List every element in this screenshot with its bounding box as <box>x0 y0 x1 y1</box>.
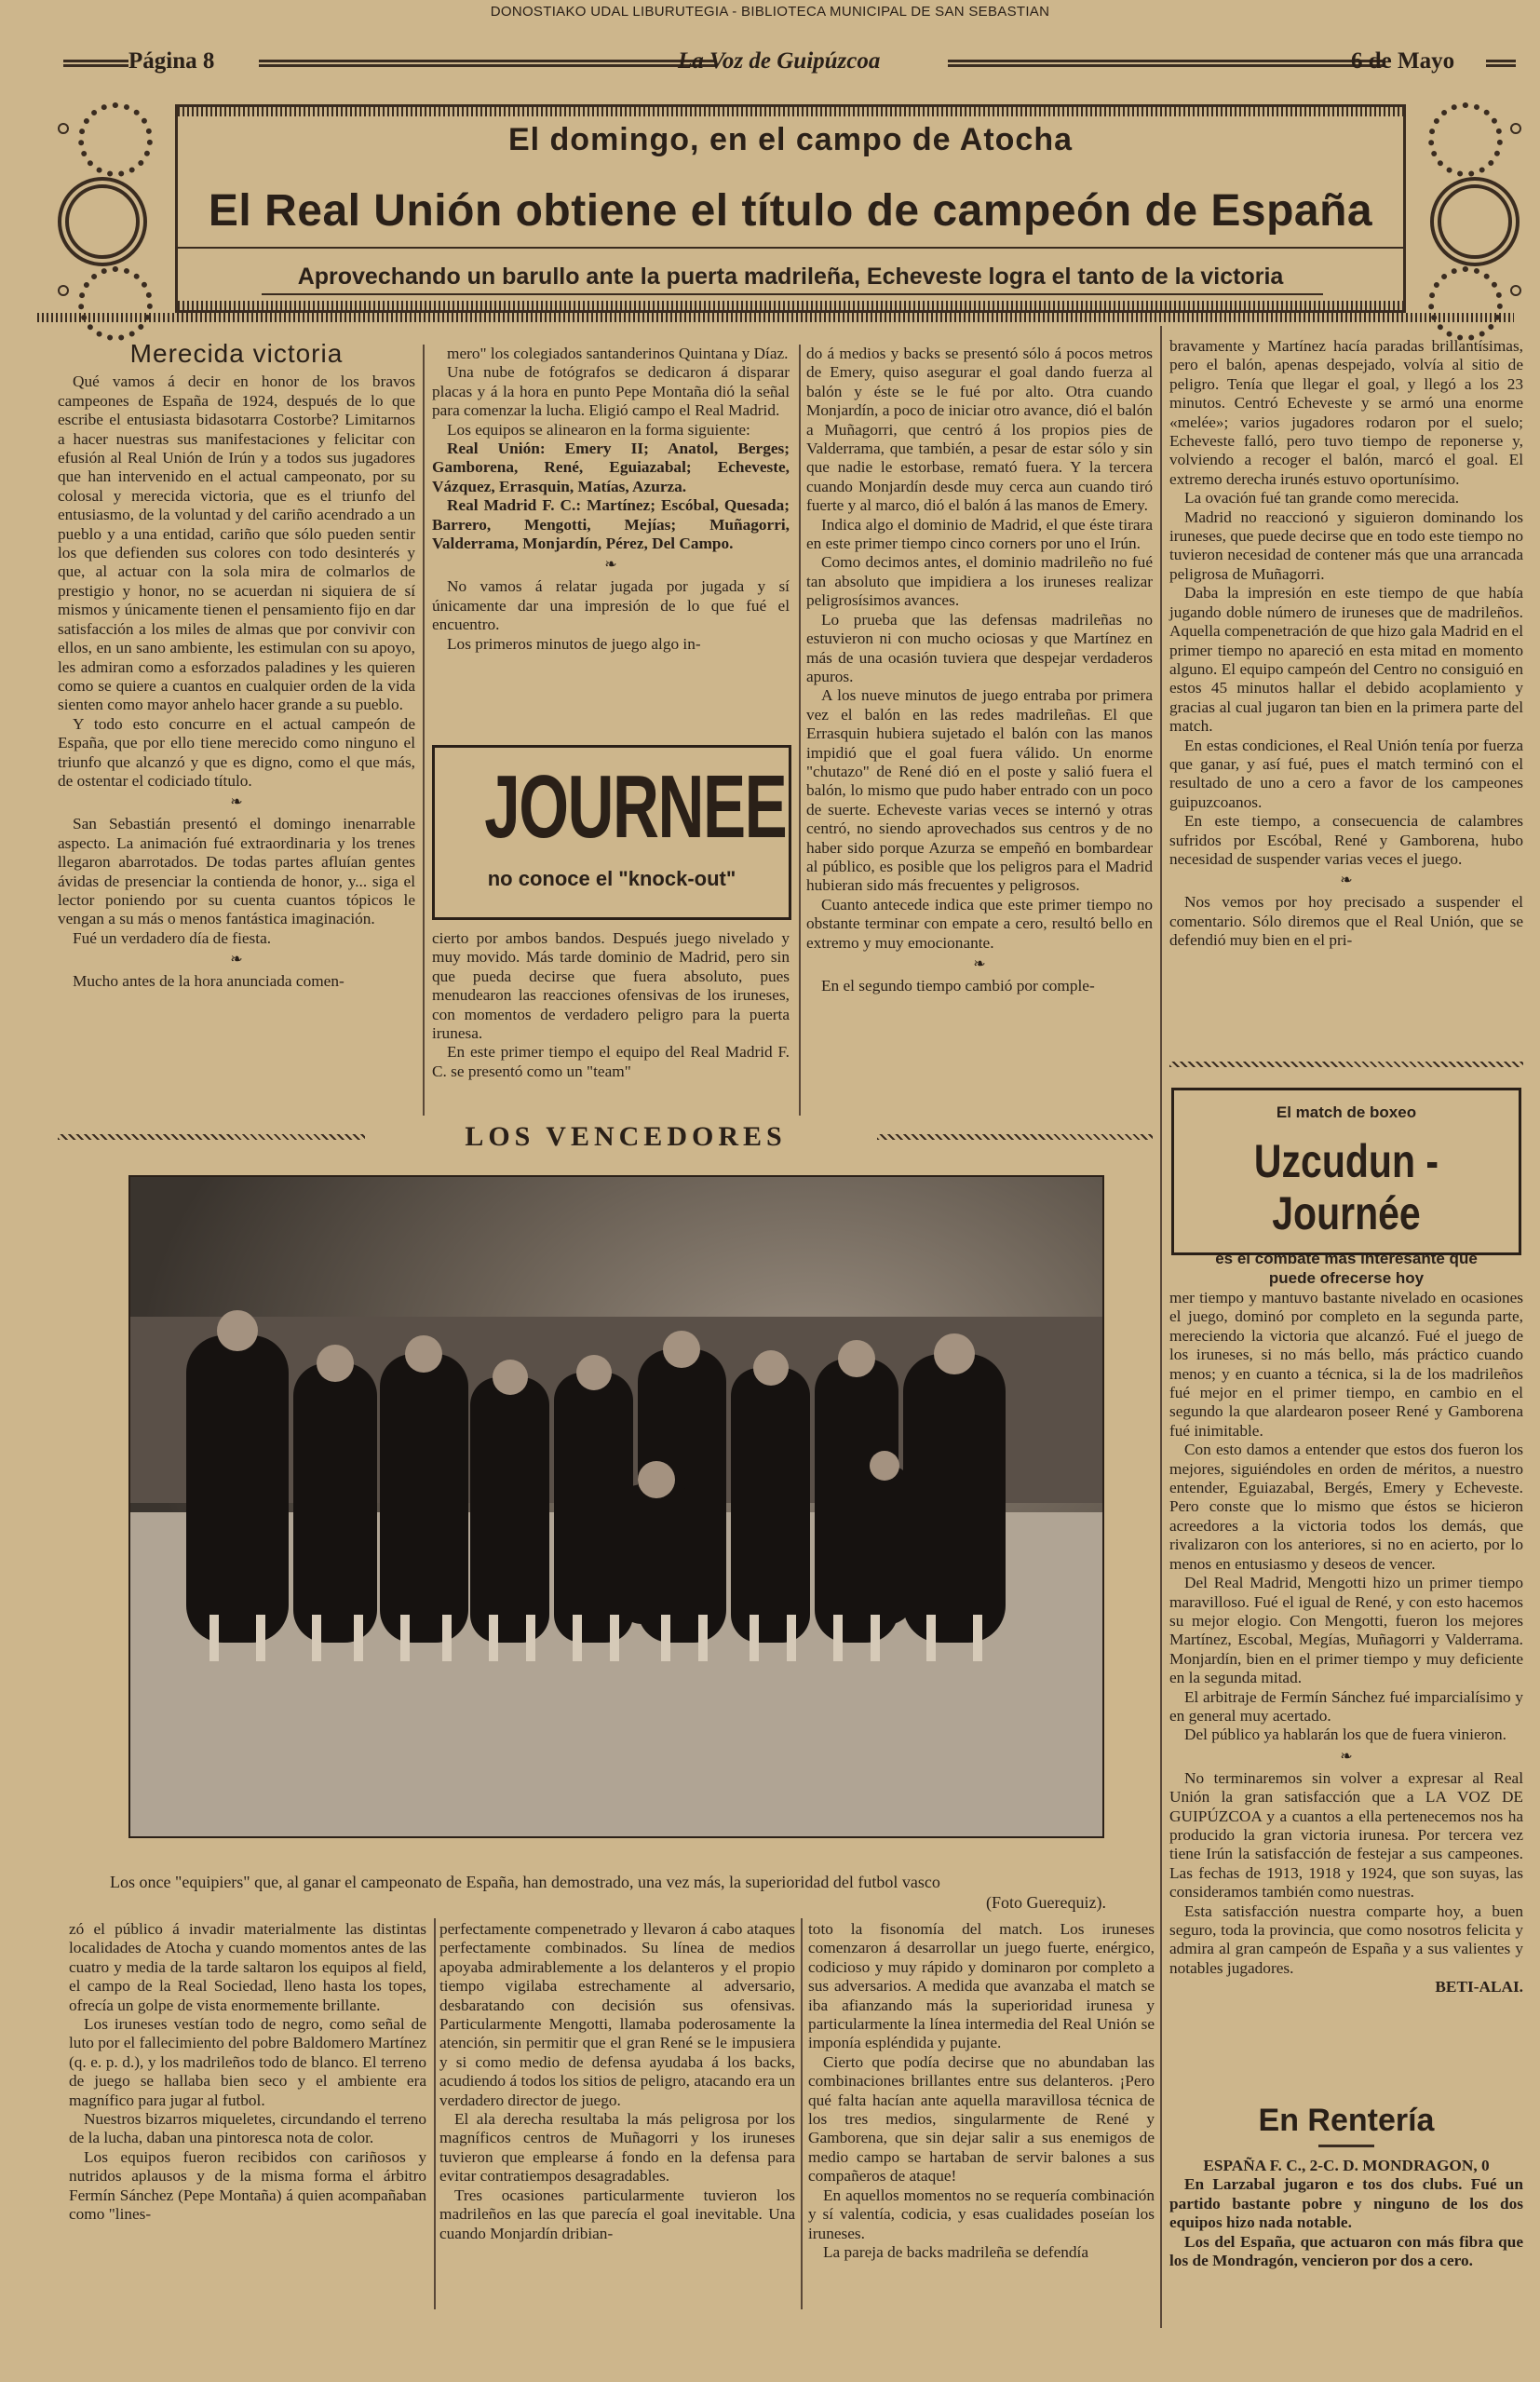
article-column-2 <box>432 345 790 654</box>
boxing-ad <box>1171 1088 1521 1287</box>
ornament-circle <box>1430 177 1520 266</box>
photo-credit: (Foto Guerequiz). <box>986 1893 1106 1912</box>
bottom-column-1 <box>69 1920 426 2225</box>
ornament-dot <box>1510 285 1521 296</box>
paragraph: En este tiempo, a consecuencia de calambres sufridos por Escóbal, René y Gamborena, hubo necesidad de suspender varias veces el juego. <box>1169 812 1523 868</box>
paragraph: Cierto que podía decirse que no abundaban las combinaciones brillantes entre sus delanteros. ¡Pero qué falta hacían ante aquella maravillosa técnica de los tres medios, singularmente de René y Gamborena, que sin dejar salir a sus enemigos de medio campo se hartaban de servir balones a sus compañeros de ataque! <box>808 2052 1155 2186</box>
separator-icon: ❧ <box>973 956 986 972</box>
paragraph: En aquellos momentos no se requería combinación y sí valentía, codicia, y esas cualidades poseían los iruneses. <box>808 2186 1155 2242</box>
renteria-body <box>1169 2175 1523 2270</box>
headline-box <box>175 104 1406 313</box>
paragraph: La pareja de backs madrileña se defendía <box>823 2242 1088 2261</box>
separator-icon: ❧ <box>1340 873 1353 889</box>
paragraph: mero" los colegiados santanderinos Quintana y Díaz. <box>447 345 789 362</box>
article-column-3 <box>806 345 1153 995</box>
paragraph: Lo prueba que las defensas madrileñas no estuvieron ni con mucho ociosas y que Martínez en más de una ocasión tuviera que despejar verdaderos apuros. <box>806 610 1153 685</box>
paragraph: Indica algo el dominio de Madrid, el que éste tirara en este primer tiempo cinco corners por uno el Irún. <box>806 515 1153 553</box>
ornament-circle <box>1428 102 1503 177</box>
paragraph: En estas condiciones, el Real Unión tenía por fuerza que ganar, y así fué, pues el match terminó con el resultado de uno a cero a favor de los campeones guipuzcoanos. <box>1169 736 1523 811</box>
paragraph: Del Real Madrid, Mengotti hizo un primer tiempo maravilloso. Fué el igual de René, y con esto hacemos su mejor elogio. Con Mengotti, fueron los mejores Martínez, Escobal, Megías, Muñagorri y Valderrama. Monjardín, bien en el primer tiempo y muy deficiente en la segunda mitad. <box>1169 1574 1523 1687</box>
paragraph: Mucho antes de la hora anunciada comen- <box>73 972 344 991</box>
paragraph: do á medios y backs se presentó sólo á pocos metros de Emery, quiso asegurar el goal dando fuerza al balón y éste se le fué por alto. Otra cuando Monjardín, a poco de iniciar otro avance, dió el balón a Muñagorri, que centró á los propios pies de Valderrama, que también, a pesar de estar sólo y sin que nadie le estorbase, remató fuera. Y la tercera cuando Monjardín desde muy cerca aun cuando tiró fuerte y al marco, dió el balón á las manos de Emery. <box>806 345 1153 515</box>
paragraph: En Larzabal jugaron e tos dos clubs. Fué un partido bastante pobre y ninguno de los dos equipos hizo nada notable. <box>1169 2175 1523 2232</box>
hatch-border <box>178 301 1403 310</box>
ornament-dot <box>1510 123 1521 134</box>
ad-boxing-tagline: es el combate más interesante que puede ofrecerse hoy <box>1215 1250 1478 1287</box>
team-photo-illustration <box>130 1177 1104 1838</box>
paragraph: Como decimos antes, el dominio madrileño no fué tan absoluto que impidiera a los iruneses realizar peligrosísimos avances. <box>806 553 1153 610</box>
sub-underline <box>262 293 1323 295</box>
newspaper-title: La Voz de Guipúzcoa <box>678 48 881 74</box>
paragraph: Con esto damos a entender que estos dos fueron los mejores, siguiéndoles en orden de méritos, a nuestro entender, Eguiazabal, Bergés, Emery y Echeveste. Pero conste que lo mismo que éstos se hicieron acreedores a la victoria todos los demás, que rivalizaron con los anteriores, si no en acierto, por lo menos en entusiasmo y deseos de vencer. <box>1169 1441 1523 1573</box>
ornament-circle <box>1428 266 1503 341</box>
separator-icon: ❧ <box>230 952 243 968</box>
paragraph: mer tiempo y mantuvo bastante nivelado en ocasiones el juego, dominó por completo en la segunda parte, mereciendo la victoria que alcanzó. Fué el juego de los iruneses, si no más bello, más práctico cuando menos; y en cuanto a técnica, si la de los madrileños fué mejor en el primer tiempo, en cambio en el segundo la que alardearon poseer René y Gamborena fué inimitable. <box>1169 1289 1523 1440</box>
ad-boxing-title: Uzcudun - Journée <box>1253 1135 1439 1239</box>
library-banner: DONOSTIAKO UDAL LIBURUTEGIA - BIBLIOTECA MUNICIPAL DE SAN SEBASTIAN <box>490 4 1050 20</box>
renteria-section <box>1169 2103 1523 2270</box>
photo-caption <box>110 1872 1134 1913</box>
column-rule <box>1160 326 1162 2328</box>
renteria-title: En Rentería <box>1258 2103 1435 2138</box>
paragraph: Esta satisfacción nuestra comparte hoy, a buen seguro, toda la provincia, que como nosotros felicita y admira al gran campeón de España y a sus valientes y notables jugadores. <box>1169 1902 1523 1977</box>
paragraph: Nuestros bizarros miqueletes, circundando el terreno de la lucha, daban una pintoresca nota de color. <box>69 2110 426 2147</box>
head-rule-left <box>63 60 128 67</box>
headline-rule <box>178 247 1403 249</box>
paragraph: Los iruneses vestían todo de negro, como señal de luto por el fallecimiento del pobre Baldomero Martínez (q. e. p. d.), y los madrileños todo de blanco. El terreno de juego se hallaba bien seco y el ambiente era magnífico para jugar al futbol. <box>69 2015 426 2109</box>
ornament-dot <box>58 123 69 134</box>
wavy-rule <box>58 1134 365 1140</box>
ornament-dot <box>58 285 69 296</box>
hatch-border <box>178 107 1403 116</box>
paragraph: Fué un verdadero día de fiesta. <box>73 928 272 947</box>
separator-icon: ❧ <box>1340 1748 1353 1765</box>
wavy-rule <box>1169 1062 1523 1067</box>
bottom-column-2 <box>439 1920 795 2243</box>
paragraph: Tres ocasiones particularmente tuvieron los madrileños en las que parecía el goal inevitable. Una cuando Monjardín dribian- <box>439 2186 795 2242</box>
paragraph: Una nube de fotógrafos se dedicaron á disparar placas y á la hora en punto Pepe Montaña dió la señal para comenzar la lucha. Eligió campo el Real Madrid. <box>432 363 790 420</box>
team-photo <box>128 1175 1104 1838</box>
article-column-4 <box>1169 337 1523 951</box>
page-number: Página 8 <box>128 48 215 74</box>
caption-text: Los once "equipiers" que, al ganar el campeonato de España, han demostrado, una vez más, la superioridad del futbol vasco <box>110 1873 940 1891</box>
paragraph: No terminaremos sin volver a expresar al Real Unión la gran satisfacción que a LA VOZ DE GUIPÚZCOA y a cuantos a ella pertenecemos nos ha producido la gran victoria irunesa. Por tercera vez tiene Irún la satisfacción de festejar a sus campeones. Las fechas de 1913, 1918 y 1924, que son suyas, las consideramos también como nuestras. <box>1169 1768 1523 1902</box>
paragraph: La ovación fué tan grande como merecida. <box>1184 489 1460 508</box>
head-rule <box>259 60 715 67</box>
lineup-real-madrid: Real Madrid F. C.: Martínez; Escóbal, Quesada; Barrero, Mengotti, Mejías; Muñagorri, Valderrama, Monjardín, Pérez, Del Campo. <box>432 496 790 553</box>
ad-journee-name: JOURNEE <box>484 757 787 857</box>
title-rule <box>1318 2145 1374 2147</box>
match-result: ESPAÑA F. C., 2-C. D. MONDRAGON, 0 <box>1203 2157 1490 2174</box>
ad-journee-tagline: no conoce el "knock-out" <box>487 867 736 890</box>
ornament-circle <box>78 102 153 177</box>
head-rule <box>948 60 1385 67</box>
paragraph: perfectamente compenetrado y llevaron á cabo ataques perfectamente combinados. Su línea de medios apoyaba admirablemente a los delanteros y el propio tiempo vigilaba estrechamente al adversario, desbaratando con decisión sus ofensivas. Particularmente Mengotti, llamaba poderosamente la atención, sin permitir que el gran René se le impusiera y si como medio de defensa ayudaba á los backs, acudiendo á todos los sitios de peligro, atacando era un verdadero director de juego. <box>439 1920 795 2109</box>
paragraph: Y todo esto concurre en el actual campeón de España, que por ello tiene merecido como ninguno el triunfo que alcanzó y que es digno, como el que más, de ostentar el codiciado título. <box>58 714 415 790</box>
journee-ad <box>432 745 791 920</box>
paragraph: A los nueve minutos de juego entraba por primera vez el balón en las redes madrileñas. El que Errasquin hubiera sujetado el balón con las manos impidió que el goal fuera válido. Un enorme "chutazo" de René dió en el poste y salió fuera el balón, lo mismo que pudo haber entrado con un poco de suerte. Echeveste varias veces se internó y otras centró, no siendo aprovechados sus centros y de no haber sido porque Azurza se empeñó en bombardear al público, es posible que los peligros para el Madrid hubieran sido más frecuentes y peligrosos. <box>806 686 1153 895</box>
byline: BETI-ALAI. <box>1435 1978 1523 1996</box>
paragraph: En el segundo tiempo cambió por comple- <box>821 977 1095 995</box>
paragraph: toto la fisonomía del match. Los iruneses comenzaron á desarrollar un juego fuerte, enérgico, codicioso y muy rápido y dominaron por completo a sus adversarios. A medida que avanzaba el match se iba afianzando más la superioridad irunesa y particularmente la línea intermedia del Real Unión se imponía espléndida y pujante. <box>808 1920 1155 2052</box>
issue-date: 6 de Mayo <box>1351 48 1455 74</box>
ornament-circle <box>58 177 147 266</box>
paragraph: Madrid no reaccionó y siguieron dominando los iruneses, que puede decirse que en todo este tiempo no tuvieron necesidad de contener más que una arrancada peligrosa de Muñagorri. <box>1169 508 1523 583</box>
column-rule <box>799 345 801 1116</box>
headline-main: El Real Unión obtiene el título de campeón de España <box>208 186 1373 236</box>
paragraph: Los equipos fueron recibidos con cariñosos y nutridos aplausos y de la misma forma el árbitro Fermín Sánchez (Pepe Montaña) á quien acompañaban como "lines- <box>69 2147 426 2224</box>
paragraph: No vamos á relatar jugada por jugada y sí únicamente dar una impresión de lo que fué el encuentro. <box>432 577 790 634</box>
column-rule <box>423 345 425 1116</box>
paragraph: Los del España, que actuaron con más fibra que los de Mondragón, vencieron por dos a cero. <box>1169 2232 1523 2270</box>
running-head <box>63 48 1516 80</box>
separator-icon: ❧ <box>230 794 243 811</box>
lineup-real-union: Real Unión: Emery II; Anatol, Berges; Gamborena, René, Eguiazabal; Echeveste, Vázquez, Errasquin, Matías, Azurza. <box>432 440 790 495</box>
paragraph: En este primer tiempo el equipo del Real Madrid F. C. se presentó como un "team" <box>432 1043 790 1080</box>
paragraph: cierto por ambos bandos. Después juego nivelado y muy movido. Más tarde dominio de Madrid, pero sin que pueda decirse que fuera absoluto, pues menudearon las reacciones ofensivas de los iruneses, con momentos de verdadero peligro para la puerta irunesa. <box>432 929 790 1043</box>
paragraph: zó el público á invadir materialmente las distintas localidades de Atocha y cuando momentos antes de las cuatro y media de la tarde saltaron los equipos al field, el campo de la Real Sociedad, lleno hasta los topes, ofrecía un golpe de vista enormemente brillante. <box>69 1920 426 2014</box>
section-title: Merecida victoria <box>129 339 344 368</box>
column-rule <box>434 1918 436 2309</box>
photo-section-title: LOS VENCEDORES <box>465 1121 787 1152</box>
separator-icon: ❧ <box>604 557 617 574</box>
headline-kicker: El domingo, en el campo de Atocha <box>507 122 1074 157</box>
ornament-circle <box>78 266 153 341</box>
article-column-4-continued <box>1169 1289 1523 1997</box>
headline-sub: Aprovechando un barullo ante la puerta madrileña, Echeveste logra el tanto de la victoria <box>297 264 1284 290</box>
hatch-border <box>37 313 1514 322</box>
paragraph: Del público ya hablarán los que de fuera vinieron. <box>1184 1726 1506 1744</box>
article-column-2-continued <box>432 929 790 1081</box>
column-rule <box>801 1918 803 2309</box>
head-rule-right <box>1486 60 1516 67</box>
paragraph: Daba la impresión en este tiempo de que había jugando doble número de iruneses que de madrileños. Aquella compenetración de que hizo gala Madrid en el primer tiempo no apareció en esta mitad en momento alguno. El equipo campeón del Centro no consiguió en estos 45 minutos hallar el debido acoplamiento y gracias al cual jugaron tan bien en la primera parte del match. <box>1169 584 1523 736</box>
wavy-rule <box>877 1134 1153 1140</box>
paragraph: bravamente y Martínez hacía paradas brillantísimas, pero el balón, apenas despejado, volvía al sitio de peligro. Tenía que llegar el goal, y llegó a los 23 minutos. Centró Echeveste y se armó una enorme «melée»; varios jugadores rodaron por el suelo; Echeveste falló, pero tuvo tiempo de reponerse y, volviendo a recoger el balón, marcó el goal. El extremo derecha irunés estuvo oportunísimo. <box>1169 337 1523 488</box>
ad-boxing-kicker: El match de boxeo <box>1276 1103 1417 1121</box>
paragraph: Cuanto antecede indica que este primer tiempo no obstante terminar con empate a cero, resultó bello en extremo y muy emocionante. <box>806 895 1153 952</box>
paragraph: Los primeros minutos de juego algo in- <box>447 634 701 653</box>
paragraph: Nos vemos por hoy precisado a suspender el comentario. Sólo diremos que el Real Unión, que se defendió muy bien en el pri- <box>1169 893 1523 950</box>
bottom-column-3 <box>808 1920 1155 2262</box>
paragraph: Los equipos se alinearon en la forma siguiente: <box>447 420 750 439</box>
paragraph: El ala derecha resultaba la más peligrosa por los magníficos centros de Muñagorri y los iruneses tuvieron que emplearse á fondo en la defensa para evitar contratiempos desagradables. <box>439 2110 795 2186</box>
paragraph: San Sebastián presentó el domingo inenarrable aspecto. La animación fué extraordinaria y los trenes llegaron abarrotados. De todas partes afluían gentes ávidas de presenciar la contienda de honor, y... siga el lector poniendo por su cuenta cuantos tópicos le vengan a su más o menos fantástica imaginación. <box>58 815 415 928</box>
paragraph: El arbitraje de Fermín Sánchez fué imparcialísimo y en general muy acertado. <box>1169 1687 1523 1725</box>
article-column-1 <box>58 339 415 992</box>
paragraph: Qué vamos á decir en honor de los bravos campeones de España de 1924, después de lo que escribe el entusiasta bidasotarra Costorbe? Limitarnos a hacer nuestras sus manifestaciones y felicitar con efusión al Real Unión de Irún y a todos sus jugadores que han intervenido en el actual campeonato, por su colosal y merecida victoria, que es el triunfo del entusiasmo, de la voluntad y del cariño acendrado a un pueblo y a una entidad, cariño que sólo pueden sentir los que defienden sus colores con todo desinterés y que, al actuar con la sola mira de colmarlos de prestigio y honor, no se acuerdan ni siquiera de sí mismos y únicamente tienen el pensamiento fijo en dar satisfacción a los miles de almas que por convivir con ellos, en un sano ambiente, les estimulan con su apoyo, les admiran como a esforzados paladines y les quieren como se quiere a cuantos en cualquier orden de la vida sienten como mayor anhelo hacer grande a su pueblo. <box>58 372 415 714</box>
